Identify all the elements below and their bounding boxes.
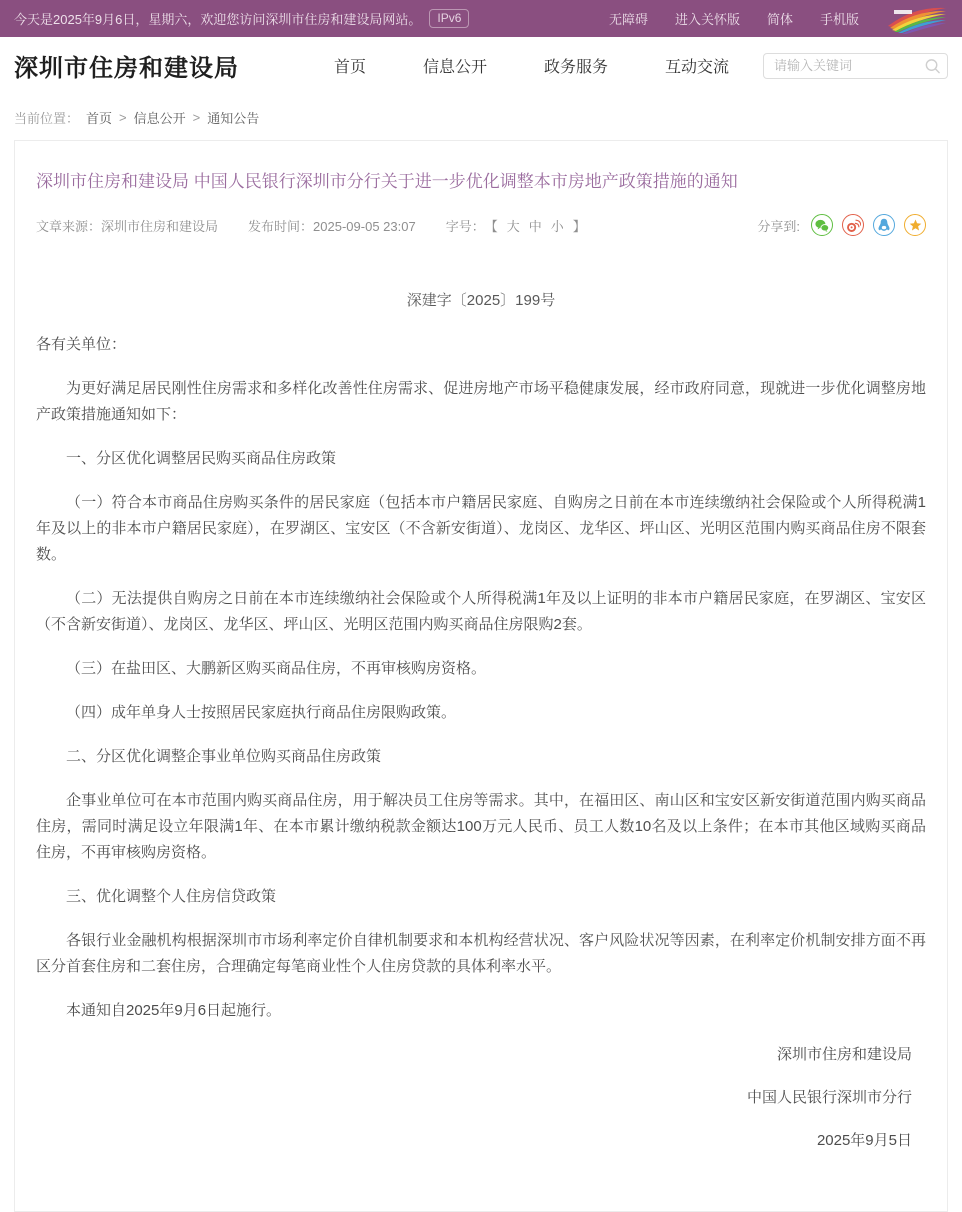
site-header: [0, 37, 962, 94]
fontsize-small-button[interactable]: 小: [550, 218, 564, 234]
fontsize-bracket-open: 【: [484, 218, 498, 234]
weibo-icon[interactable]: [842, 214, 864, 236]
shenzhen-gov-rainbow-logo-icon[interactable]: [886, 4, 948, 34]
welcome-text: 今天是2025年9月6日，星期六，欢迎您访问深圳市住房和建设局网站。: [14, 11, 422, 27]
breadcrumb-label: 当前位置：: [14, 110, 80, 126]
breadcrumb-info-disclosure[interactable]: 信息公开: [133, 110, 186, 126]
signature-block: [36, 1042, 926, 1154]
nav-interaction[interactable]: 互动交流: [665, 59, 730, 76]
search-icon[interactable]: [924, 57, 941, 74]
paragraph-salutation: 各有关单位：: [36, 336, 127, 353]
search-input[interactable]: [763, 53, 948, 79]
paragraph-section-3-body: 各银行业金融机构根据深圳市市场利率定价自律机制要求和本机构经营状况、客户风险状况等因素，在利率定价机制安排方面不再区分首套住房和二套住房，合理确定每笔商业性个人住房贷款的具体利率水平。: [36, 932, 926, 975]
fontsize-large-button[interactable]: 大: [506, 218, 520, 234]
fontsize-medium-button[interactable]: 中: [528, 218, 542, 234]
paragraph-section-1-heading: 一、分区优化调整居民购买商品住房政策: [66, 450, 337, 467]
nav-gov-services[interactable]: 政务服务: [544, 59, 609, 76]
paragraph-section-1-item-1: （一）符合本市商品住房购买条件的居民家庭（包括本市户籍居民家庭、自购房之日前在本市连续缴纳社会保险或个人所得税满1年及以上的非本市户籍居民家庭），在罗湖区、宝安区（不含新安街道）、龙岗区、龙华区、坪山区、光明区范围内购买商品住房不限套数。: [36, 494, 926, 563]
qq-icon[interactable]: [873, 214, 895, 236]
mobile-version-link[interactable]: 手机版: [819, 12, 859, 27]
breadcrumb: [0, 94, 962, 140]
signature-housing-bureau: 深圳市住房和建设局: [776, 1046, 912, 1063]
paragraph-section-2-heading: 二、分区优化调整企事业单位购买商品住房政策: [66, 748, 382, 765]
paragraph-section-3-heading: 三、优化调整个人住房信贷政策: [66, 888, 277, 905]
fontsize-label: 字号：: [445, 218, 485, 234]
fontsize-control: [446, 216, 586, 235]
breadcrumb-separator: >: [192, 109, 201, 125]
article-pubtime: [248, 216, 416, 235]
document-number: 深建字〔2025〕199号: [406, 292, 556, 309]
fontsize-bracket-close: 】: [572, 218, 586, 234]
article-source: [36, 216, 218, 235]
source-label: 文章来源：: [36, 218, 102, 234]
paragraph-section-2-body: 企事业单位可在本市范围内购买商品住房，用于解决员工住房等需求。其中，在福田区、南山区和宝安区新安街道范围内购买商品住房，需同时满足设立年限满1年、在本市累计缴纳税款金额达100万元人民币、员工人数10名及以上条件；在本市其他区域购买商品住房，不再审核购房资格。: [36, 792, 926, 861]
paragraph-section-1-item-4: （四）成年单身人士按照居民家庭执行商品住房限购政策。: [66, 704, 457, 721]
pubtime-label: 发布时间：: [248, 218, 314, 234]
wechat-icon[interactable]: [811, 214, 833, 236]
simplified-chinese-link[interactable]: 简体: [766, 12, 793, 27]
signature-date: 2025年9月5日: [816, 1132, 912, 1149]
share-bar: [757, 214, 926, 236]
nav-info-disclosure[interactable]: 信息公开: [423, 59, 488, 76]
care-version-link[interactable]: 进入关怀版: [674, 12, 740, 27]
breadcrumb-notices[interactable]: 通知公告: [207, 110, 260, 126]
breadcrumb-separator: >: [119, 109, 127, 125]
share-label: 分享到:: [757, 218, 800, 234]
source-value: 深圳市住房和建设局: [101, 218, 219, 234]
paragraph-intro: 为更好满足居民刚性住房需求和多样化改善性住房需求、促进房地产市场平稳健康发展，经市政府同意，现就进一步优化调整房地产政策措施通知如下：: [36, 380, 926, 423]
site-search: [763, 53, 948, 79]
article-container: [14, 140, 948, 1212]
site-title: 深圳市住房和建设局: [14, 55, 239, 82]
nav-home[interactable]: 首页: [334, 59, 367, 76]
article-meta: [36, 214, 926, 236]
pubtime-value: 2025-09-05 23:07: [313, 218, 416, 234]
topbar-welcome-group: [14, 9, 469, 28]
article-body: [36, 332, 926, 1024]
qzone-star-icon[interactable]: [904, 214, 926, 236]
signature-pboc-shenzhen: 中国人民银行深圳市分行: [746, 1089, 912, 1106]
ipv6-badge: IPv6: [429, 9, 469, 28]
main-nav: [334, 54, 729, 77]
accessibility-link[interactable]: 无障碍: [608, 12, 648, 27]
breadcrumb-home[interactable]: 首页: [86, 110, 113, 126]
paragraph-section-1-item-2: （二）无法提供自购房之日前在本市连续缴纳社会保险或个人所得税满1年及以上证明的非本市户籍居民家庭，在罗湖区、宝安区（不含新安街道）、龙岗区、龙华区、坪山区、光明区范围内购买商品住房限购2套。: [36, 590, 926, 633]
article-title: 深圳市住房和建设局 中国人民银行深圳市分行关于进一步优化调整本市房地产政策措施的通知: [36, 172, 738, 191]
topbar: [0, 0, 962, 37]
paragraph-effective-date: 本通知自2025年9月6日起施行。: [66, 1002, 282, 1019]
paragraph-section-1-item-3: （三）在盐田区、大鹏新区购买商品住房，不再审核购房资格。: [66, 660, 487, 677]
